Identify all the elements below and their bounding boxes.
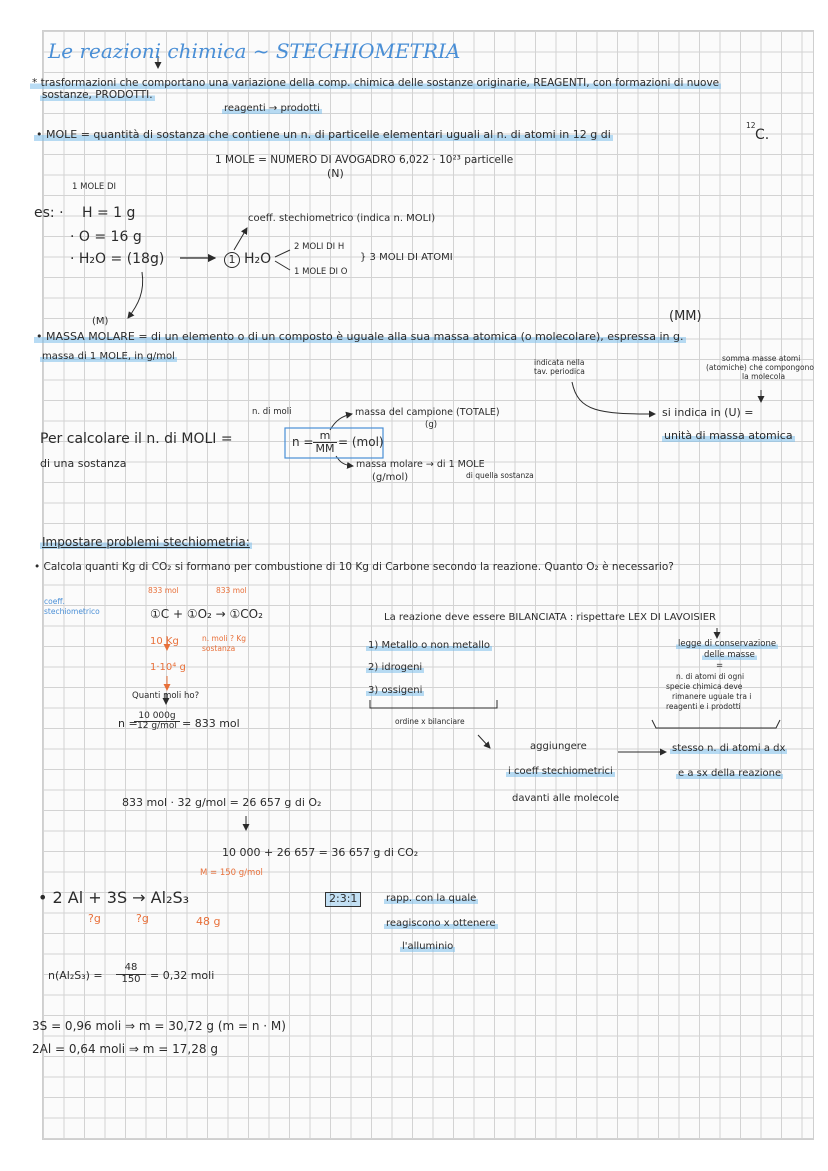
moles-calc-denominator: 12 g/mol [137, 721, 177, 732]
sulfur-result: 3S = 0,96 moli ⇒ m = 30,72 g (m = n · M) [32, 1019, 286, 1033]
sum-note-3: la molecola [742, 372, 786, 381]
combustion-equation: ①C + ①O₂ → ①CO₂ [150, 607, 263, 621]
add-coeff-2: i coeff stechiometrici [508, 766, 613, 777]
formula-result: = (mol) [338, 435, 384, 449]
intro-line-2: sostanze, PRODOTTI. [42, 89, 153, 101]
order-oxygen: 3) ossigeni [368, 685, 423, 696]
calc-moles-line-2: di una sostanza [40, 457, 127, 470]
problems-heading: Impostare problemi stechiometria: [42, 535, 250, 549]
al2s3-moles-numerator: 48 [116, 963, 146, 975]
law-line-1: legge di conservazione [678, 639, 777, 649]
avogadro-number: 1 MOLE = NUMERO DI AVOGADRO 6,022 · 10²³ particelle [215, 154, 514, 166]
page-title: Le reazioni chimica ~ STECHIOMETRIA [48, 39, 461, 63]
n-moles-label: n. di moli [252, 407, 292, 417]
law-line-6: rimanere uguale tra i [672, 692, 752, 701]
law-line-7: reagenti e i prodotti [666, 702, 741, 711]
moles-question: n. moli ? Kg [202, 634, 247, 643]
mass-carbon: 10 Kg [150, 636, 179, 647]
formula-numerator: m [313, 430, 337, 443]
periodic-note-1: indicata nella [534, 358, 585, 367]
calc-moles-line-1: Per calcolare il n. di MOLI = [40, 431, 233, 447]
example-o: · O = 16 g [70, 229, 142, 245]
order-metal: 1) Metallo o non metallo [368, 640, 491, 651]
intro-line-1: * trasformazioni che comportano una variazione della comp. chimica delle sostanze originarie, REAGENTI, con formazioni di nuove [32, 77, 720, 89]
coeff-label-1: coeff. [44, 597, 65, 606]
coeff-label-2: stechiometrico [44, 607, 100, 616]
sample-mass: massa del campione (TOTALE) [355, 407, 500, 418]
al2s3-moles-fraction [116, 963, 146, 985]
sum-note-2: (atomiche) che compongono [706, 363, 814, 372]
o2-calculation: 833 mol · 32 g/mol = 26 657 g di O₂ [122, 796, 322, 809]
aluminium-result: 2Al = 0,64 moli ⇒ m = 17,28 g [32, 1042, 218, 1056]
molar-ratio: 2:3:1 [325, 892, 361, 907]
al2s3-moles-label: n(Al₂S₃) = [48, 969, 103, 982]
law-line-5: specie chimica deve [666, 682, 743, 691]
co2-calculation: 10 000 + 26 657 = 36 657 g di CO₂ [222, 846, 419, 859]
formula-n: n = [292, 435, 314, 449]
ratio-note-2: reagiscono x ottenere [386, 918, 496, 929]
mol-o2: 833 mol [216, 586, 247, 595]
carbon-mass-number: 12 [746, 121, 756, 130]
molar-mass-note-unit: (g/mol) [372, 472, 409, 483]
formula-fraction [313, 430, 337, 454]
how-many-moles: Quanti moli ho? [132, 691, 200, 701]
sample-mass-unit: (g) [425, 420, 438, 430]
al2s3-moles-denominator: 150 [121, 973, 141, 985]
molar-mass-unit: massa di 1 MOLE, in g/mol [42, 351, 175, 362]
sulfur-mass-unknown: ?g [136, 912, 149, 925]
order-hydrogen: 2) idrogeni [368, 662, 423, 673]
formula-denominator: MM [315, 441, 335, 455]
moles-calc-fraction [134, 712, 180, 732]
al2s3-moles-result: = 0,32 moli [150, 969, 215, 982]
law-line-3: = [716, 661, 724, 671]
mm-symbol: (MM) [669, 309, 702, 324]
al2s3-mass: 48 g [196, 915, 221, 928]
balance-rule: La reazione deve essere BILANCIATA : rispettare LEX DI LAVOISIER [384, 612, 716, 623]
moles-h: 2 MOLI DI H [294, 242, 345, 252]
molar-mass-note: massa molare → di 1 MOLE [356, 459, 485, 470]
h2o-formula: H₂O [244, 251, 272, 267]
moles-calc-label: n = [118, 717, 138, 730]
molar-mass-definition: • MASSA MOLARE = di un elemento o di un composto è uguale alla sua massa atomica (o molecolare), espressa in g. [36, 330, 684, 343]
one-mole-label: 1 MOLE DI [72, 182, 116, 192]
aluminium-mass-unknown: ?g [88, 912, 101, 925]
coeff-note: coeff. stechiometrico (indica n. MOLI) [248, 213, 436, 224]
periodic-note-2: tav. periodica [534, 367, 585, 376]
mol-c: 833 mol [148, 586, 179, 595]
moles-calc-numerator: 10 000g [134, 712, 180, 722]
law-line-2: delle masse [704, 650, 755, 660]
atomic-mass-unit: unità di massa atomica [664, 429, 793, 442]
add-coeff-3: davanti alle molecole [512, 793, 620, 804]
example-prefix: es: · [34, 205, 64, 221]
add-coeff-1: aggiungere [530, 741, 587, 752]
carbon-symbol: C. [755, 127, 770, 143]
aluminium-equation: • 2 Al + 3S → Al₂S₃ [38, 888, 190, 907]
moles-o: 1 MOLE DI O [294, 267, 348, 277]
of-substance: di quella sostanza [466, 471, 534, 480]
mole-definition: • MOLE = quantità di sostanza che contiene un n. di particelle elementari uguali al n. di atomi in 12 g di [36, 128, 611, 141]
al2s3-molar-mass: M = 150 g/mol [200, 868, 263, 878]
indicated-as: si indica in (U) = [662, 406, 754, 419]
coeff-circle: 1 [224, 252, 240, 268]
reaction-form: reagenti → prodotti [224, 103, 320, 114]
avogadro-symbol: (N) [327, 167, 344, 180]
moles-calc-result: = 833 mol [182, 717, 240, 730]
same-atoms-1: stesso n. di atomi a dx [672, 743, 786, 754]
substance-label: sostanza [202, 644, 236, 653]
law-line-4: n. di atomi di ogni [676, 672, 745, 681]
ratio-note-1: rapp. con la quale [386, 893, 477, 904]
problem-question: • Calcola quanti Kg di CO₂ si formano per combustione di 10 Kg di Carbone secondo la reazione. Quanto O₂ è necessario? [34, 561, 674, 573]
sum-note-1: somma masse atomi [722, 354, 801, 363]
atoms-count: } 3 MOLI DI ATOMI [360, 252, 453, 263]
order-note: ordine x bilanciare [395, 717, 465, 726]
example-h: H = 1 g [82, 205, 136, 221]
mu-symbol: (M) [92, 316, 109, 327]
mass-carbon-g: 1·10⁴ g [150, 662, 186, 673]
example-h2o: · H₂O = (18g) [70, 251, 165, 267]
ratio-note-3: l'alluminio [402, 941, 454, 952]
same-atoms-2: e a sx della reazione [678, 768, 782, 779]
